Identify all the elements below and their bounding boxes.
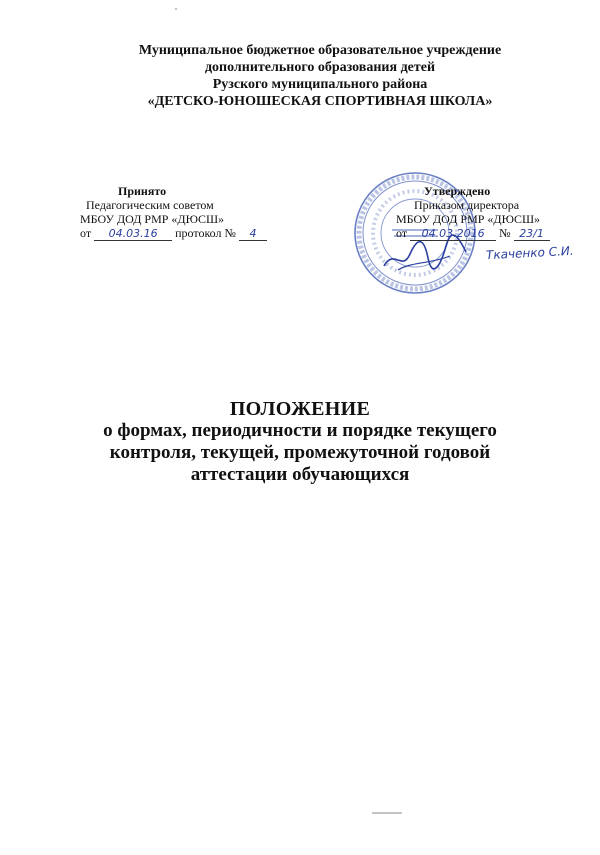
accepted-title: Принято [118,184,167,198]
header-line-2: дополнительного образования детей [204,60,436,75]
document-subtitle-line-1: о формах, периодичности и порядке текущего [103,420,497,441]
institution-header [40,42,600,110]
scan-artifact [175,8,177,10]
accepted-protocol-value: 4 [239,228,267,241]
approved-by: Приказом директора [414,198,520,212]
approved-block [396,184,596,241]
approved-date-value: 04.03.2016 [410,228,496,241]
approved-number-label: № [499,226,511,240]
scan-artifact [372,812,402,814]
accepted-date-value: 04.03.16 [94,228,172,241]
accepted-org: МБОУ ДОД РМР «ДЮСШ» [80,212,225,226]
header-line-3: Рузского муниципального района [212,77,428,92]
header-line-1: Муниципальное бюджетное образовательное учреждение [138,43,502,58]
approved-date-line [396,226,596,241]
approved-title: Утверждено [424,184,491,198]
director-name: Ткаченко С.И. [485,243,574,263]
document-title: ПОЛОЖЕНИЕ [229,398,371,420]
accepted-by: Педагогическим советом [86,198,214,212]
header-line-4: «ДЕТСКО-ЮНОШЕСКАЯ СПОРТИВНАЯ ШКОЛА» [147,94,493,109]
accepted-date-line [80,226,290,241]
document-subtitle-line-2: контроля, текущей, промежуточной годовой [109,442,491,463]
accepted-block [80,184,290,241]
approved-number-value: 23/1 [514,228,550,241]
approved-date-prefix: от [396,226,408,240]
document-subtitle-line-3: аттестации обучающихся [190,464,410,485]
document-title-block [0,398,600,486]
accepted-protocol-label: протокол № [175,226,236,240]
accepted-date-prefix: от [80,226,92,240]
approved-org: МБОУ ДОД РМР «ДЮСШ» [396,212,541,226]
